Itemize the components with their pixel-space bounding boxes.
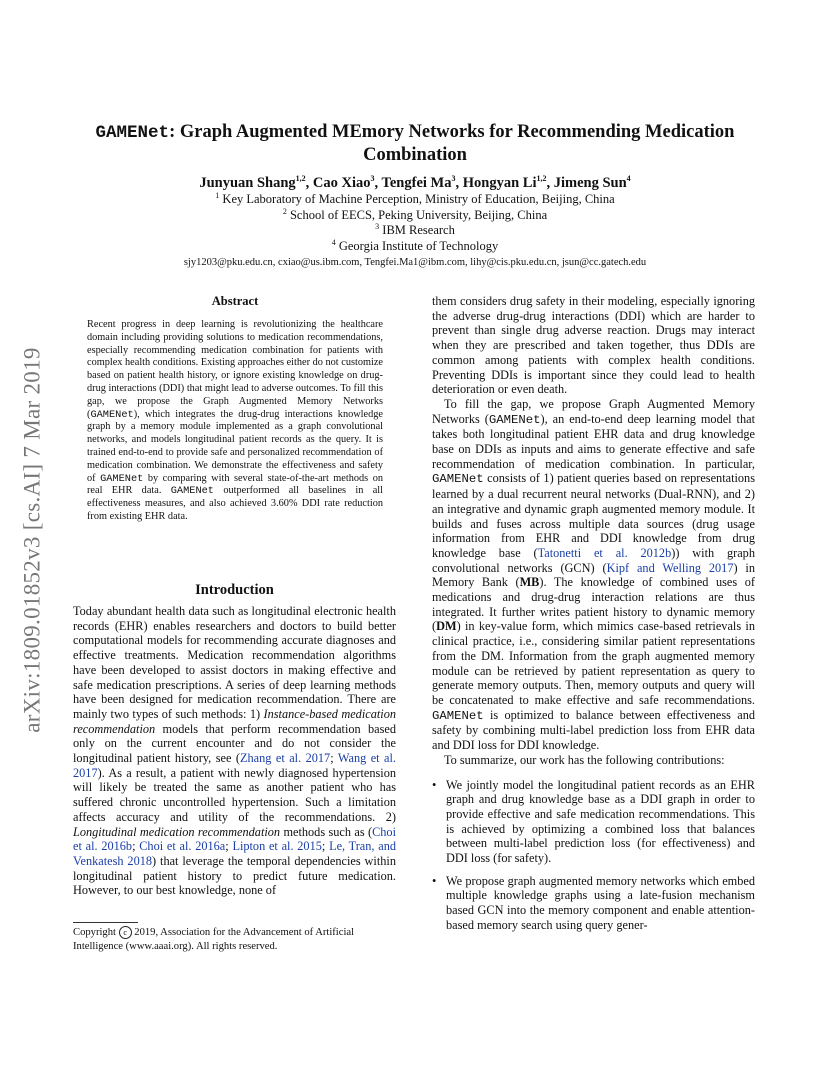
abstract-text: ), which integrates the drug-drug interactions knowledge graph by a memory module implemented as a graph convolutional networks, and models longitudinal patient records as the query. It is trained end-to-end to provide safe and personalized recommendation of medication combination. We demonstrate the effectiveness and safety of xyxy=(87,408,383,484)
body-text: ) in key-value form, which mimics case-based retrievals in clinical practice, i.e., considering similar patient representations from the DM. Information from the graph augmented memory module can be retrieved by patient representation as query to generate memory outputs. Then, memory outputs and query will be concatenated to make effective and safe recommendations. xyxy=(432,619,755,707)
body-text: To fill the gap, we propose Graph Augmented Memory Networks ( xyxy=(432,396,755,426)
affil-text: IBM Research xyxy=(382,223,455,237)
paper-title xyxy=(60,121,770,166)
citation-separator: ; xyxy=(132,839,140,854)
citation-link[interactable]: Le, Tran, and Venkatesh 2018 xyxy=(73,839,396,868)
arxiv-id-text: arXiv:1809.01852v3 [cs.AI] 7 Mar 2019 xyxy=(20,347,45,733)
abstract-body xyxy=(87,319,383,524)
citation-link[interactable]: Choi et al. 2016b xyxy=(73,824,396,854)
bullet-icon: • xyxy=(432,873,437,888)
author-name: Tengfei Ma xyxy=(381,175,452,191)
intro-text: ) that leverage the temporal dependencies within longitudinal patient history to predict future medication. However, to our best knowledge, none of xyxy=(73,853,396,898)
citation-separator: ; xyxy=(321,839,330,854)
intro-text: methods such as ( xyxy=(280,824,373,839)
intro-text: models that perform recommendation based only on the current encounter and do not consider the longitudinal patient history, see ( xyxy=(73,721,396,766)
abstract-text: by comparing with several state-of-the-art methods on real EHR data. xyxy=(87,472,383,497)
paragraph-drug-safety: them considers drug safety in their modeling, especially ignoring the adverse drug-drug interactions (DDI) which are harder to prevent than single drug adverse reaction. Drugs may interact when they are prescribed and taken together, thus DDIs are common among patients with complex health conditions. Preventing DDIs is important since they could lead to health deterioration or even death. xyxy=(432,294,755,397)
contribution-text: We jointly model the longitudinal patient records as an EHR graph and drug knowledge base as a DDI graph in order to provide effective and safe medication recommendations. This is achieved by optimizing a combined loss that balances between multi-label prediction loss (for effectiveness) and DDI loss (for safety). xyxy=(446,777,755,866)
contribution-item xyxy=(432,778,755,866)
bold-term: DM xyxy=(436,619,457,634)
intro-emphasis: Instance-based medication recommendation xyxy=(73,706,396,736)
author-name: Cao Xiao xyxy=(312,175,371,191)
body-text: is optimized to balance between effectiveness and safety by combining multi-label prediction loss from EHR data and DDI loss for DDI knowledge. xyxy=(432,707,755,753)
body-text: ). The knowledge of combined uses of medications and drug-drug interaction relations are thus integrated. It further writes patient history to dynamic memory ( xyxy=(432,575,755,634)
citation-separator: ; xyxy=(330,751,338,766)
model-name: GAMENet xyxy=(488,412,541,427)
model-name: GAMENet xyxy=(100,472,144,485)
abstract-heading: Abstract xyxy=(211,294,259,308)
paragraph-proposal xyxy=(432,397,755,753)
affil-text: School of EECS, Peking University, Beijing, China xyxy=(289,207,548,222)
citation-link[interactable]: Tatonetti et al. 2012b xyxy=(537,545,672,560)
citation-link[interactable]: Wang et al. 2017 xyxy=(73,751,396,780)
model-name: GAMENet xyxy=(90,408,134,421)
title-model-name: GAMENet xyxy=(95,123,170,143)
introduction-heading: Introduction xyxy=(195,582,274,598)
author-affil-mark: 3 xyxy=(451,174,456,184)
author-emails: sjy1203@pku.edu.cn, cxiao@us.ibm.com, Tengfei.Ma1@ibm.com, lihy@cis.pku.edu.cn, jsun@cc.gatech.edu xyxy=(183,257,647,268)
author-affil-mark: 1,2 xyxy=(536,174,547,184)
abstract-text: outperformed all baselines in all effectiveness measures, and also achieved 3.60% DDI rate reduction from existing EHR data. xyxy=(87,485,383,522)
affil-text: Key Laboratory of Machine Perception, Ministry of Education, Beijing, China xyxy=(222,192,615,206)
author-affil-mark: 4 xyxy=(626,174,631,184)
body-text: ), an end-to-end deep learning model that takes both longitudinal patient EHR data and drug knowledge base on DDIs as inputs and aims to generate effective and safe recommendation of medication combination. In particular, xyxy=(432,411,755,471)
contribution-item xyxy=(432,874,755,933)
affiliation-line xyxy=(60,223,770,239)
copyright-label: Copyright xyxy=(73,927,116,938)
body-text: ) in Memory Bank ( xyxy=(432,560,755,590)
bullet-icon: • xyxy=(432,777,437,792)
intro-text: Today abundant health data such as longitudinal electronic health records (EHR) enables researchers and doctors to build better computational models for recommending accurate diagnoses and effective treatments. Medication recommendation algorithms have been developed to assist doctors in making effective and safe medication prescriptions. A series of deep learning methods have been designed for medication recommendation. There are mainly two types of such methods: 1) xyxy=(73,604,396,721)
model-name: GAMENet xyxy=(170,485,214,498)
title-rest: : Graph Augmented MEmory Networks for Recommending Medication Combination xyxy=(169,122,735,165)
affiliation-list xyxy=(60,192,770,254)
footnote-rule xyxy=(73,922,138,923)
citation-link[interactable]: Zhang et al. 2017 xyxy=(239,751,331,766)
author-affil-mark: 3 xyxy=(370,174,375,184)
citation-link[interactable]: Choi et al. 2016a xyxy=(139,839,226,854)
right-column xyxy=(432,294,755,941)
intro-emphasis: Longitudinal medication recommendation xyxy=(73,824,281,839)
affil-mark: 1 xyxy=(215,190,220,200)
copyright-text: 2019, Association for the Advancement of Artificial Intelligence (www.aaai.org). All rights reserved. xyxy=(73,927,355,952)
introduction-body xyxy=(73,604,396,898)
affil-text: Georgia Institute of Technology xyxy=(338,238,499,253)
affil-mark: 4 xyxy=(331,237,336,247)
bold-term: MB xyxy=(519,575,540,590)
model-name: GAMENet xyxy=(432,708,484,723)
body-text: )) with graph convolutional networks (GCN) ( xyxy=(432,545,755,575)
citation-separator: ; xyxy=(225,839,233,854)
author-list: Junyuan Shang$^{1,2}$, Cao Xiao$^3$, Tengfei Ma$^3$, Hongyan Li$^{1,2}$, Jimeng Sun$^4$ xyxy=(199,174,631,191)
affiliation-line xyxy=(60,208,770,224)
arxiv-side-stamp xyxy=(18,295,48,785)
citation-link[interactable]: Kipf and Welling 2017 xyxy=(606,560,734,575)
affil-mark: 3 xyxy=(375,221,380,231)
intro-text: ). As a result, a patient with newly diagnosed hypertension will likely be treated the same as another patient who has suffered chronic uncontrolled hypertension. Such a limitation affects accuracy and utility of the recommendations. 2) xyxy=(73,765,396,824)
affiliation-line xyxy=(60,192,770,208)
body-text: consists of 1) patient queries based on representations learned by a dual recurrent neural networks (Dual-RNN), and 2) an integrative and dynamic graph augmented memory module. It builds and fuses across multiple data sources (drug usage information from EHR and DDI knowledge from drug knowledge base ( xyxy=(432,471,755,560)
abstract-text: Recent progress in deep learning is revolutionizing the healthcare domain including providing solutions to medication recommendations, especially recommending medication combination for patients with complex health conditions. Existing approaches either do not customize based on patient health history, or ignore existing knowledge on drug-drug interactions (DDI) that might lead to adverse outcomes. To fill this gap, we propose the Graph Augmented Memory Networks ( xyxy=(87,319,383,420)
citation-link[interactable]: Lipton et al. 2015 xyxy=(232,839,322,854)
paragraph-summary-lead: To summarize, our work has the following contributions: xyxy=(444,752,725,767)
author-name: Junyuan Shang xyxy=(199,175,296,191)
author-name: Hongyan Li xyxy=(462,175,537,191)
affiliation-line xyxy=(60,239,770,255)
model-name: GAMENet xyxy=(432,472,484,487)
copyright-notice xyxy=(73,926,396,953)
contribution-text: We propose graph augmented memory networks which embed multiple knowledge graphs using a late-fusion mechanism based GCN into the memory component and enable attention-based memory search using query gener- xyxy=(446,873,755,932)
affil-mark: 2 xyxy=(282,206,287,216)
author-name: Jimeng Sun xyxy=(553,175,627,191)
author-affil-mark: 1,2 xyxy=(295,174,306,184)
contribution-list xyxy=(432,778,755,933)
copyright-symbol: c xyxy=(119,926,132,939)
